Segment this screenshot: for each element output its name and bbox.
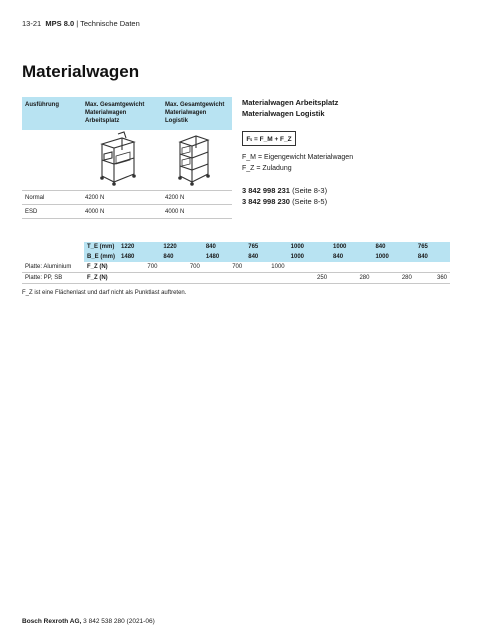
row-logistik: 4000 N — [162, 205, 232, 219]
be-row — [22, 252, 450, 262]
load-value: 280 — [330, 273, 372, 284]
row-arbeitsplatz: 4000 N — [82, 205, 162, 219]
table-row — [22, 205, 232, 219]
te-value: 1000 — [288, 242, 330, 252]
part-number: 3 842 998 231 — [242, 186, 290, 195]
part-arbeitsplatz — [242, 185, 327, 196]
row-ausfuehrung: ESD — [22, 205, 82, 219]
page-title: Materialwagen — [22, 62, 140, 81]
load-value — [372, 262, 414, 273]
image-row — [22, 130, 232, 191]
part-numbers — [242, 185, 327, 207]
load-value — [118, 273, 160, 284]
page-footer — [22, 618, 155, 625]
load-value: 250 — [288, 273, 330, 284]
load-value: 700 — [118, 262, 160, 273]
weight-table-header — [22, 97, 232, 130]
row-material: Platte: Aluminium — [22, 262, 84, 273]
footnote: F_Z ist eine Flächenlast und darf nicht als Punktlast auftreten. — [22, 290, 187, 296]
page-number: 13-21 — [22, 19, 42, 28]
te-value: 1220 — [118, 242, 160, 252]
load-value: 280 — [372, 273, 414, 284]
te-value: 765 — [415, 242, 450, 252]
cart-logistics-image — [162, 130, 232, 188]
load-value — [160, 273, 202, 284]
weight-table — [22, 97, 232, 219]
load-value: 1000 — [245, 262, 287, 273]
table-row — [22, 273, 450, 284]
col-ausfuehrung: Ausführung — [22, 97, 82, 130]
table-row — [22, 262, 450, 273]
load-value — [245, 273, 287, 284]
col-logistik: Max. Gesamtgewicht Materialwagen Logistik — [162, 97, 232, 130]
definitions — [242, 152, 353, 174]
be-value: 840 — [415, 252, 450, 262]
formula-box — [242, 131, 296, 146]
load-value — [415, 262, 450, 273]
row-ausfuehrung: Normal — [22, 191, 82, 205]
row-arbeitsplatz: 4200 N — [82, 191, 162, 205]
be-value: 1480 — [118, 252, 160, 262]
row-unit: F_Z (N) — [84, 273, 118, 284]
be-label: B_E (mm) — [84, 252, 118, 262]
section-name: Technische Daten — [80, 19, 140, 28]
te-label: T_E (mm) — [84, 242, 118, 252]
load-value: 700 — [203, 262, 245, 273]
page-header — [22, 19, 140, 28]
page-reference: (Seite 8-5) — [292, 197, 328, 206]
load-value — [288, 262, 330, 273]
te-value: 1220 — [160, 242, 202, 252]
page-reference: (Seite 8-3) — [292, 186, 328, 195]
table-row — [22, 191, 232, 205]
be-value: 1000 — [372, 252, 414, 262]
load-table — [22, 242, 450, 284]
load-value: 360 — [415, 273, 450, 284]
heading-arbeitsplatz: Materialwagen Arbeitsplatz — [242, 98, 339, 107]
right-headings — [242, 97, 338, 119]
document-number: 3 842 538 280 (2021-06) — [83, 618, 155, 625]
te-value: 840 — [372, 242, 414, 252]
be-value: 1480 — [203, 252, 245, 262]
te-value: 1000 — [330, 242, 372, 252]
definition-fm: F_M = Eigengewicht Materialwagen — [242, 154, 354, 161]
be-value: 840 — [160, 252, 202, 262]
te-value: 765 — [245, 242, 287, 252]
part-number: 3 842 998 230 — [242, 197, 290, 206]
be-value: 1000 — [288, 252, 330, 262]
row-unit: F_Z (N) — [84, 262, 118, 273]
company-name: Bosch Rexroth AG, — [22, 618, 82, 625]
header-separator: | — [76, 19, 79, 28]
cart-workstation-image — [82, 130, 152, 188]
formula: Fₜ = F_M + F_Z — [246, 135, 292, 143]
definition-fz: F_Z = Zuladung — [242, 165, 292, 172]
row-material: Platte: PP, SB — [22, 273, 84, 284]
row-logistik: 4200 N — [162, 191, 232, 205]
load-value: 700 — [160, 262, 202, 273]
be-value: 840 — [330, 252, 372, 262]
be-value: 840 — [245, 252, 287, 262]
te-row — [22, 242, 450, 252]
load-value — [330, 262, 372, 273]
part-logistik — [242, 196, 327, 207]
heading-logistik: Materialwagen Logistik — [242, 109, 325, 118]
col-arbeitsplatz: Max. Gesamtgewicht Materialwagen Arbeitsplatz — [82, 97, 162, 130]
product-name: MPS 8.0 — [45, 19, 75, 28]
te-value: 840 — [203, 242, 245, 252]
load-value — [203, 273, 245, 284]
